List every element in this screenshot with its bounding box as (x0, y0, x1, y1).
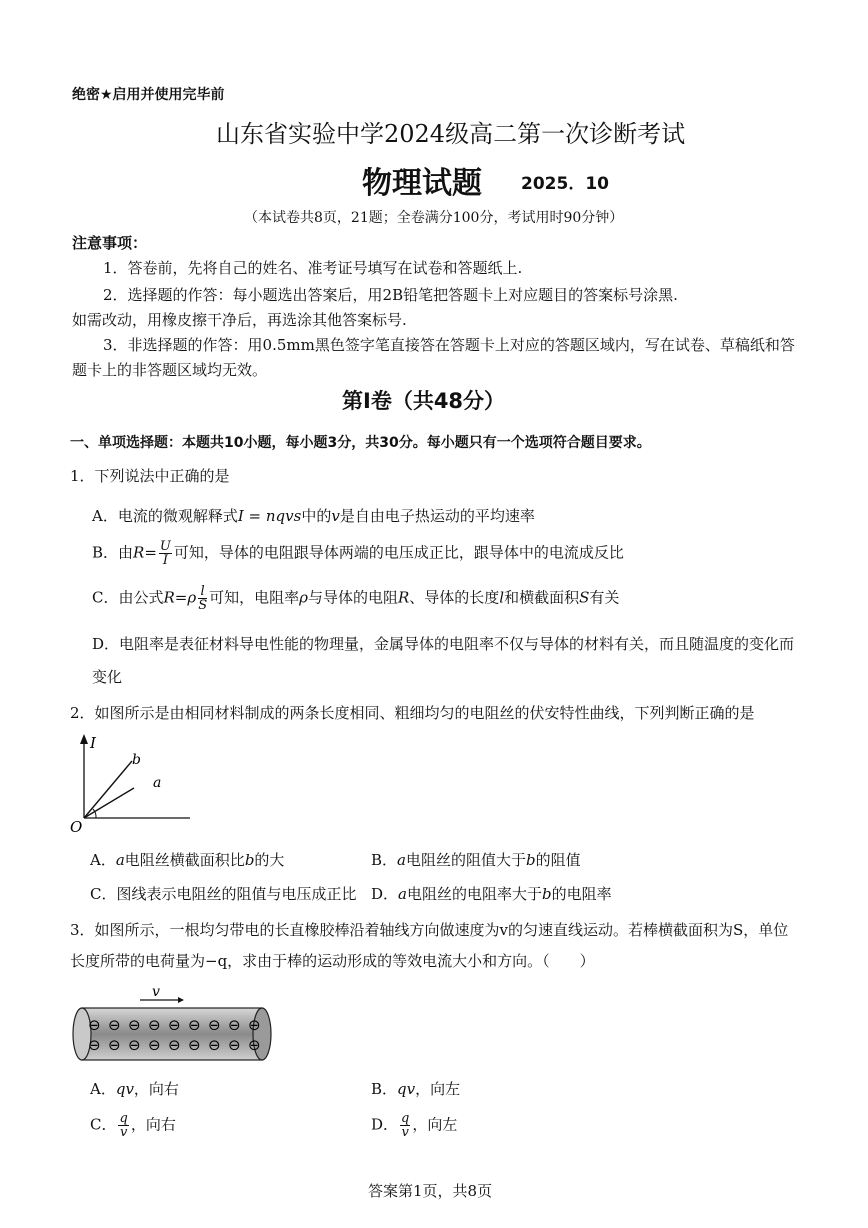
negative-charge-icon: ⊖ (128, 1016, 141, 1034)
notice-item: 题卡上的非答题区域均无效。 (72, 361, 268, 379)
label-a: a (153, 775, 162, 791)
q1-option-c: C．由公式R=ρ $\frac{l}{S}$ 可知，电阻率ρ与导体的电阻R、导体的长度l和横截面积S有关 (92, 584, 620, 613)
negative-charge-icon: ⊖ (248, 1016, 261, 1034)
negative-charge-icon: ⊖ (128, 1036, 141, 1054)
negative-charge-icon: ⊖ (188, 1016, 201, 1034)
formula: I = nqvs (237, 507, 302, 525)
negative-charge-icon: ⊖ (108, 1036, 121, 1054)
notice-item: 1．答卷前，先将自己的姓名、准考证号填写在试卷和答题纸上. (103, 259, 523, 277)
axis-i-label: I (90, 734, 96, 752)
negative-charge-icon: ⊖ (188, 1036, 201, 1054)
negative-charge-icon: ⊖ (108, 1016, 121, 1034)
negative-charge-icon: ⊖ (228, 1036, 241, 1054)
q3-stem: 3．如图所示，一根均匀带电的长直橡胶棒沿着轴线方向做速度为v的匀速直线运动。若棒横截面积为S，单位 (70, 921, 789, 939)
negative-charge-icon: ⊖ (148, 1016, 161, 1034)
negative-charge-icon: ⊖ (88, 1036, 101, 1054)
q1-option-d-cont: 变化 (92, 668, 123, 686)
q1-option-d: D．电阻率是表征材料导电性能的物理量，金属导体的电阻率不仅与导体的材料有关，而且随温度的变化而 (92, 635, 795, 653)
negative-charge-icon: ⊖ (168, 1036, 181, 1054)
fraction: $\frac{U}{I}$ (159, 539, 171, 568)
q3-option-d: D． $\frac{q}{v}$ ，向左 (371, 1111, 458, 1140)
y-axis-arrow-icon (80, 734, 88, 744)
page-footer: 答案第1页，共8页 (368, 1182, 493, 1200)
q2-option-c: C．图线表示电阻丝的阻值与电压成正比 (90, 885, 357, 903)
notice-item: 如需改动，用橡皮擦干净后，再选涂其他答案标号. (72, 311, 407, 329)
subject-title: 物理试题 (362, 166, 482, 201)
secret-label: 绝密★启用并使用完毕前 (72, 87, 225, 103)
q3-option-a: A．qv，向右 (90, 1080, 179, 1098)
q3-option-c: C． $\frac{q}{v}$ ，向右 (90, 1111, 176, 1140)
negative-charge-icon: ⊖ (88, 1016, 101, 1034)
negative-charge-icon: ⊖ (168, 1016, 181, 1034)
fraction: $\frac{l}{S}$ (198, 584, 208, 613)
rod-figure (66, 982, 280, 1066)
q1-stem: 1．下列说法中正确的是 (70, 467, 230, 485)
q2-stem: 2．如图所示是由相同材料制成的两条长度相同、粗细均匀的电阻丝的伏安特性曲线，下列判断正确的是 (70, 704, 755, 722)
negative-charge-icon: ⊖ (208, 1036, 221, 1054)
q1-option-b: B．由R= $\frac{U}{I}$ 可知，导体的电阻跟导体两端的电压成正比，跟导体中的电流成反比 (92, 539, 624, 568)
negative-charge-icon: ⊖ (248, 1036, 261, 1054)
q2-option-a: A．a电阻丝横截面积比b的大 (90, 851, 285, 869)
q2-option-b: B．a电阻丝的阻值大于b的阻值 (371, 851, 581, 869)
notice-item: 2．选择题的作答：每小题选出答案后，用2B铅笔把答题卡上对应题目的答案标号涂黑. (103, 286, 678, 304)
q1-option-a: A．电流的微观解释式I = nqvs中的v是自由电子热运动的平均速率 (92, 507, 535, 525)
q2-option-d: D．a电阻丝的电阻率大于b的电阻率 (371, 885, 612, 903)
arrow-right-icon (178, 997, 184, 1003)
section-heading: 一、单项选择题：本题共10小题，每小题3分，共30分。每小题只有一个选项符合题目要求。 (70, 435, 651, 451)
fraction: $\frac{q}{v}$ (119, 1111, 128, 1140)
negative-charge-icon: ⊖ (148, 1036, 161, 1054)
q3-stem-cont: 长度所带的电荷量为−q，求由于棒的运动形成的等效电流大小和方向。（ ） (70, 952, 595, 970)
negative-charge-icon: ⊖ (228, 1016, 241, 1034)
section-title: 第Ⅰ卷（共48分） (342, 389, 506, 413)
fraction: $\frac{q}{v}$ (401, 1111, 410, 1140)
exam-note: （本试卷共8页，21题；全卷满分100分，考试用时90分钟） (244, 210, 624, 226)
q3-option-b: B．qv，向左 (371, 1080, 461, 1098)
origin-label: O (70, 818, 83, 834)
notice-title: 注意事项： (72, 234, 148, 252)
notice-item: 3．非选择题的作答：用0.5mm黑色签字笔直接答在答题卡上对应的答题区域内，写在试卷、草稿纸和答 (103, 336, 795, 354)
negative-charge-icon: ⊖ (208, 1016, 221, 1034)
line-a (84, 788, 134, 818)
iv-graph (66, 728, 196, 834)
label-b: b (132, 752, 141, 768)
line-b (84, 761, 132, 818)
exam-title: 山东省实验中学2024级高二第一次诊断考试 (216, 120, 686, 148)
velocity-label: v (152, 984, 160, 1000)
exam-date: 2025．10 (521, 174, 609, 194)
